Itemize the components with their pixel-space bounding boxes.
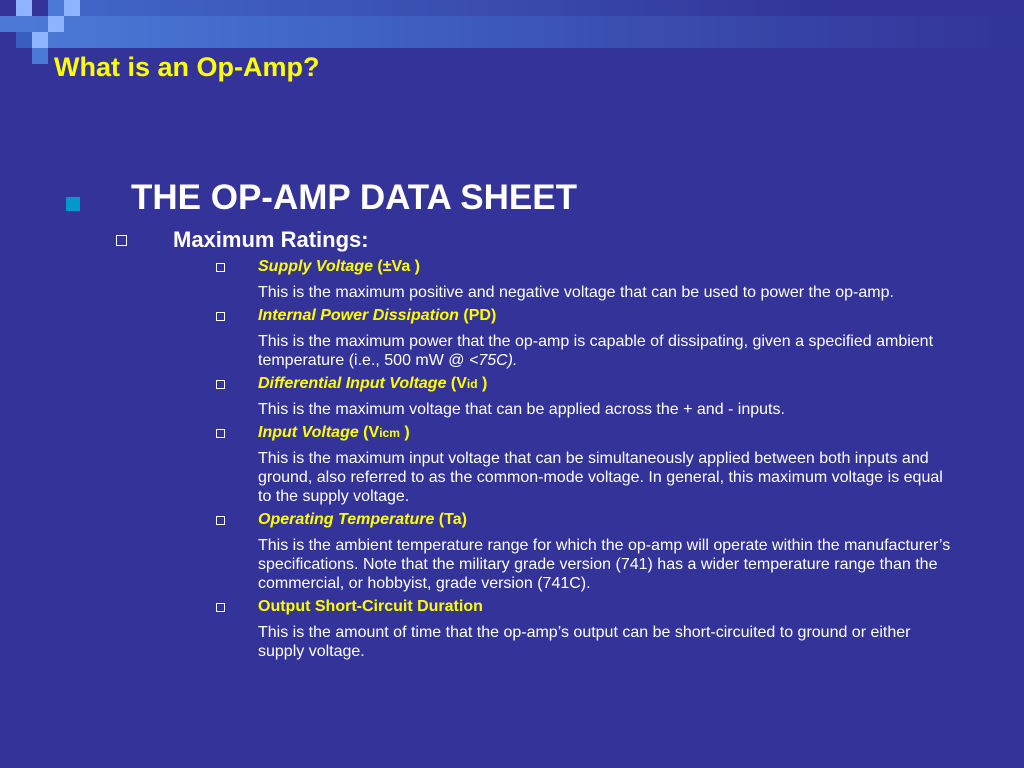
ratings-list bbox=[216, 256, 976, 664]
rating-description: This is the maximum input voltage that can be simultaneously applied between both inputs and ground, also referred to as the common-mode voltage. In general, this maximum voltage is equal to the supply voltage. bbox=[258, 450, 943, 505]
rating-description-italic: <75C). bbox=[468, 352, 518, 369]
rating-label: Differential Input Voltage bbox=[258, 375, 447, 392]
rating-symbol: (PD) bbox=[458, 307, 497, 324]
rating-description bbox=[258, 332, 958, 370]
corner-square bbox=[16, 32, 32, 48]
corner-square bbox=[48, 16, 64, 32]
rating-name bbox=[258, 256, 976, 277]
hollow-square-bullet-icon bbox=[216, 312, 225, 321]
rating-description-text: This is the maximum power that the op-amp is capable of dissipating, given a specified ambient temperature (i.e., 500 mW @ bbox=[258, 333, 934, 369]
rating-name bbox=[258, 509, 976, 530]
rating-label: Internal Power Dissipation bbox=[258, 307, 459, 324]
rating-symbol-close: ) bbox=[477, 375, 488, 392]
list-item bbox=[216, 305, 976, 370]
rating-name bbox=[258, 373, 976, 394]
list-item bbox=[216, 596, 976, 661]
rating-description: This is the maximum voltage that can be applied across the + and - inputs. bbox=[258, 401, 785, 418]
rating-symbol-subscript: id bbox=[466, 377, 478, 391]
rating-description: This is the ambient temperature range for which the op-amp will operate within the manufacturer’s specifications. Note that the military grade version (741) has a wider temperature range than the commercial, or hobbyist, grade version (741C). bbox=[258, 537, 951, 592]
list-item bbox=[216, 373, 976, 419]
hollow-square-bullet-icon bbox=[116, 235, 127, 246]
rating-name bbox=[258, 596, 976, 617]
rating-label: Operating Temperature bbox=[258, 511, 435, 528]
list-item bbox=[216, 422, 976, 506]
corner-square bbox=[64, 0, 80, 16]
rating-description: This is the amount of time that the op-amp’s output can be short-circuited to ground or either supply voltage. bbox=[258, 624, 911, 660]
subsection-heading: Maximum Ratings: bbox=[173, 227, 369, 252]
rating-symbol: (Ta) bbox=[434, 511, 467, 528]
hollow-square-bullet-icon bbox=[216, 263, 225, 272]
main-bullet-icon bbox=[66, 197, 80, 211]
rating-name bbox=[258, 422, 976, 443]
rating-symbol: (V bbox=[358, 424, 380, 441]
rating-label: Supply Voltage bbox=[258, 258, 373, 275]
corner-square bbox=[48, 0, 64, 16]
section-heading: THE OP-AMP DATA SHEET bbox=[131, 178, 577, 217]
hollow-square-bullet-icon bbox=[216, 380, 225, 389]
rating-name bbox=[258, 305, 976, 326]
corner-square bbox=[32, 32, 48, 48]
corner-square bbox=[16, 0, 32, 16]
slide-title: What is an Op-Amp? bbox=[54, 52, 320, 82]
list-item bbox=[216, 256, 976, 302]
corner-square bbox=[32, 48, 48, 64]
list-item bbox=[216, 509, 976, 593]
corner-square bbox=[0, 16, 16, 32]
rating-symbol: (±Va ) bbox=[372, 258, 420, 275]
hollow-square-bullet-icon bbox=[216, 603, 225, 612]
rating-symbol-close: ) bbox=[399, 424, 410, 441]
rating-symbol-subscript: icm bbox=[379, 426, 400, 440]
rating-description: This is the maximum positive and negative voltage that can be used to power the op-amp. bbox=[258, 284, 894, 301]
rating-label: Input Voltage bbox=[258, 424, 359, 441]
hollow-square-bullet-icon bbox=[216, 429, 225, 438]
rating-symbol: (V bbox=[446, 375, 467, 392]
rating-label: Output Short-Circuit Duration bbox=[258, 598, 483, 615]
header-band-upper bbox=[64, 0, 1024, 16]
header-band bbox=[16, 16, 1024, 48]
hollow-square-bullet-icon bbox=[216, 516, 225, 525]
